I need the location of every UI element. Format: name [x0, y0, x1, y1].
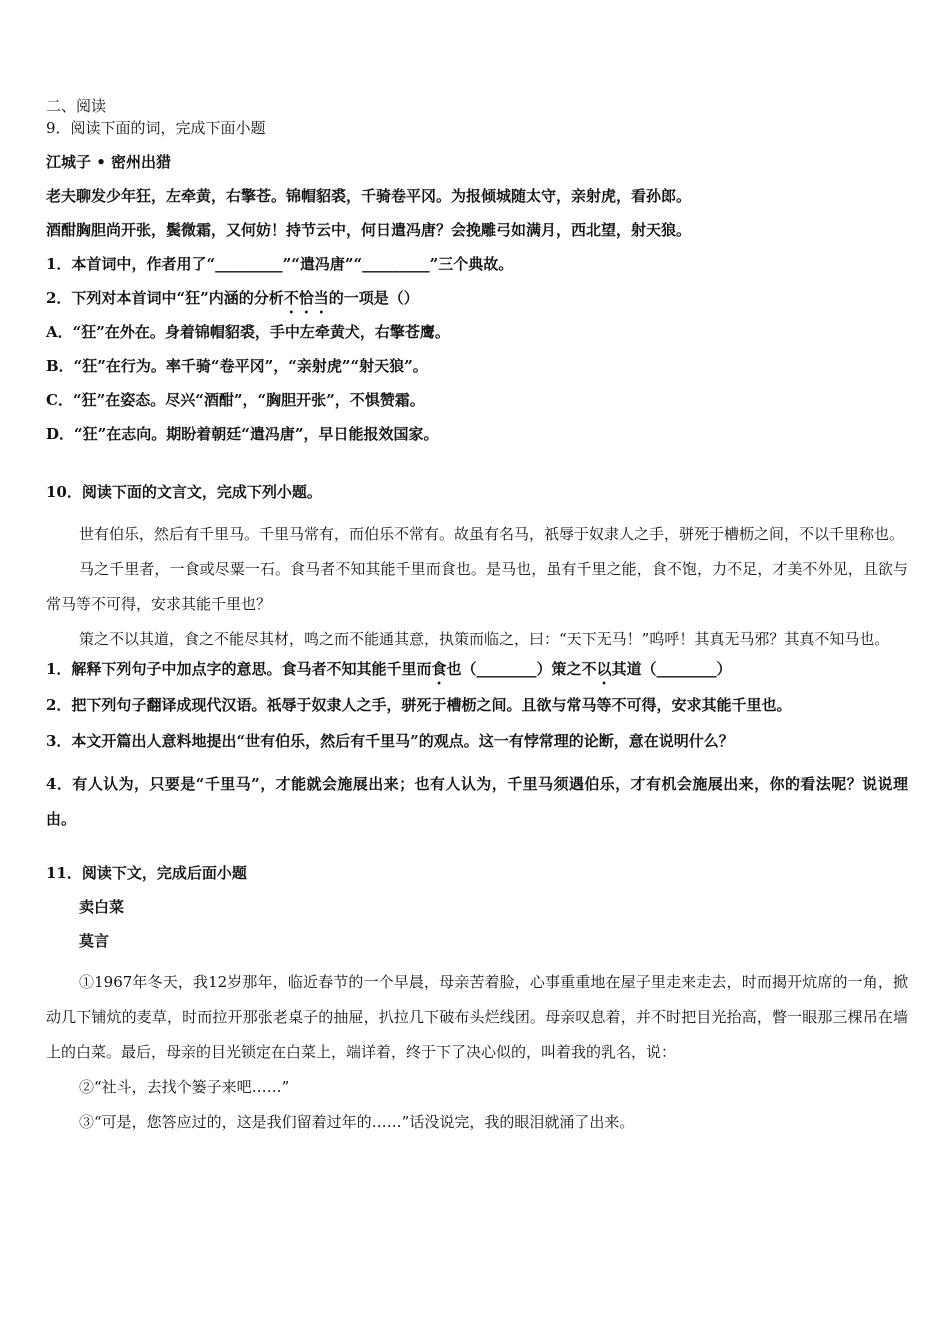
q10-subquestion-1: [46, 659, 908, 695]
q9-poem-title: 江城子 • 密州出猎: [46, 153, 172, 171]
q10-sub1-text-c: 其道（________）: [611, 660, 732, 678]
q9-title: 9．阅读下面的词，完成下面小题: [46, 119, 266, 137]
q11-title: 11．阅读下文，完成后面小题: [46, 864, 247, 882]
q9-sub2-text-b: 的一项是（）: [328, 289, 419, 307]
q10-sub1-dotted-1: 食: [431, 660, 447, 678]
q9-option-a: A．“狂”在外在。身着锦帽貂裘，手中左牵黄犬，右擎苍鹰。: [46, 323, 450, 341]
q10-passage-para-1: 世有伯乐，然后有千里马。千里马常有，而伯乐不常有。故虽有名马，祇辱于奴隶人之手，骈死于槽枥之间，不以千里称也。: [79, 525, 905, 543]
q10-subquestion-4: 4．有人认为，只要是“千里马”，才能就会施展出来；也有人认为，千里马须遇伯乐，才有机会施展出来，你的看法呢？说说理由。: [46, 775, 908, 828]
q10-title: 10．阅读下面的文言文，完成下列小题。: [46, 483, 322, 501]
q10-passage-para-3: 策之不以其道，食之不能尽其材，鸣之而不能通其意，执策而临之，曰：“天下无马！”呜呼！其真无马邪？其真不知马也。: [79, 630, 890, 648]
q9-subquestion-2: [46, 288, 908, 322]
section-heading: 二、阅读: [46, 97, 107, 115]
q9-option-b: B．“狂”在行为。率千骑“卷平冈”，“亲射虎”“射天狼”。: [46, 357, 428, 375]
q11-author: 莫言: [79, 932, 110, 950]
q9-option-c: C．“狂”在姿态。尽兴“酒酣”，“胸胆开张”，不惧赞霜。: [46, 391, 425, 409]
exam-page: [46, 96, 908, 1140]
q9-sub2-text-a: 2．下列对本首词中“狂”内涵的分析: [46, 289, 284, 307]
q10-sub1-dotted-2: 以: [596, 660, 612, 678]
q11-passage-para-2: ②“社斗，去找个篓子来吧……”: [79, 1078, 290, 1096]
q10-sub1-text-a: 1．解释下列句子中加点字的意思。食马者不知其能千里而: [46, 660, 432, 678]
q10-passage-para-2: 马之千里者，一食或尽粟一石。食马者不知其能千里而食也。是马也，虽有千里之能，食不饱，力不足，才美不外见，且欲与常马等不可得，安求其能千里也？: [46, 560, 908, 613]
q10-subquestion-2: 2．把下列句子翻译成现代汉语。祇辱于奴隶人之手，骈死于槽枥之间。且欲与常马等不可得，安求其能千里也。: [46, 696, 792, 714]
q11-story-title: 卖白菜: [79, 898, 125, 916]
q9-subquestion-1: 1．本首词中，作者用了“_________”“遣冯唐”“_________”三个典故。: [46, 255, 514, 273]
q10-sub1-text-b: 也（________）策之不: [446, 660, 597, 678]
q10-subquestion-3: 3．本文开篇出人意料地提出“世有伯乐，然后有千里马”的观点。这一有悖常理的论断，意在说明什么？: [46, 732, 734, 750]
q9-poem-line-1: 老夫聊发少年狂，左牵黄，右擎苍。锦帽貂裘，千骑卷平冈。为报倾城随太守，亲射虎，看孙郎。: [46, 187, 692, 205]
q11-passage-para-3: ③“可是，您答应过的，这是我们留着过年的……”话没说完，我的眼泪就涌了出来。: [79, 1113, 635, 1131]
q9-sub2-dotted-text: 不恰当: [283, 289, 329, 307]
q11-passage-para-1: ①1967年冬天，我12岁那年，临近春节的一个早晨，母亲苦着脸，心事重重地在屋子里走来走去，时而揭开炕席的一角，掀动几下铺炕的麦草，时而拉开那张老桌子的抽屉，扒拉几下破布头烂线团。母亲叹息着，并不时把目光抬高，瞥一眼那三棵吊在墙上的白菜。最后，母亲的目光锁定在白菜上，端详着，终于下了决心似的，叫着我的乳名，说：: [46, 973, 908, 1061]
q9-poem-line-2: 酒酣胸胆尚开张，鬓微霜，又何妨！持节云中，何日遣冯唐？会挽雕弓如满月，西北望，射天狼。: [46, 221, 692, 239]
q9-option-d: D．“狂”在志向。期盼着朝廷“遣冯唐”，早日能报效国家。: [46, 425, 439, 443]
